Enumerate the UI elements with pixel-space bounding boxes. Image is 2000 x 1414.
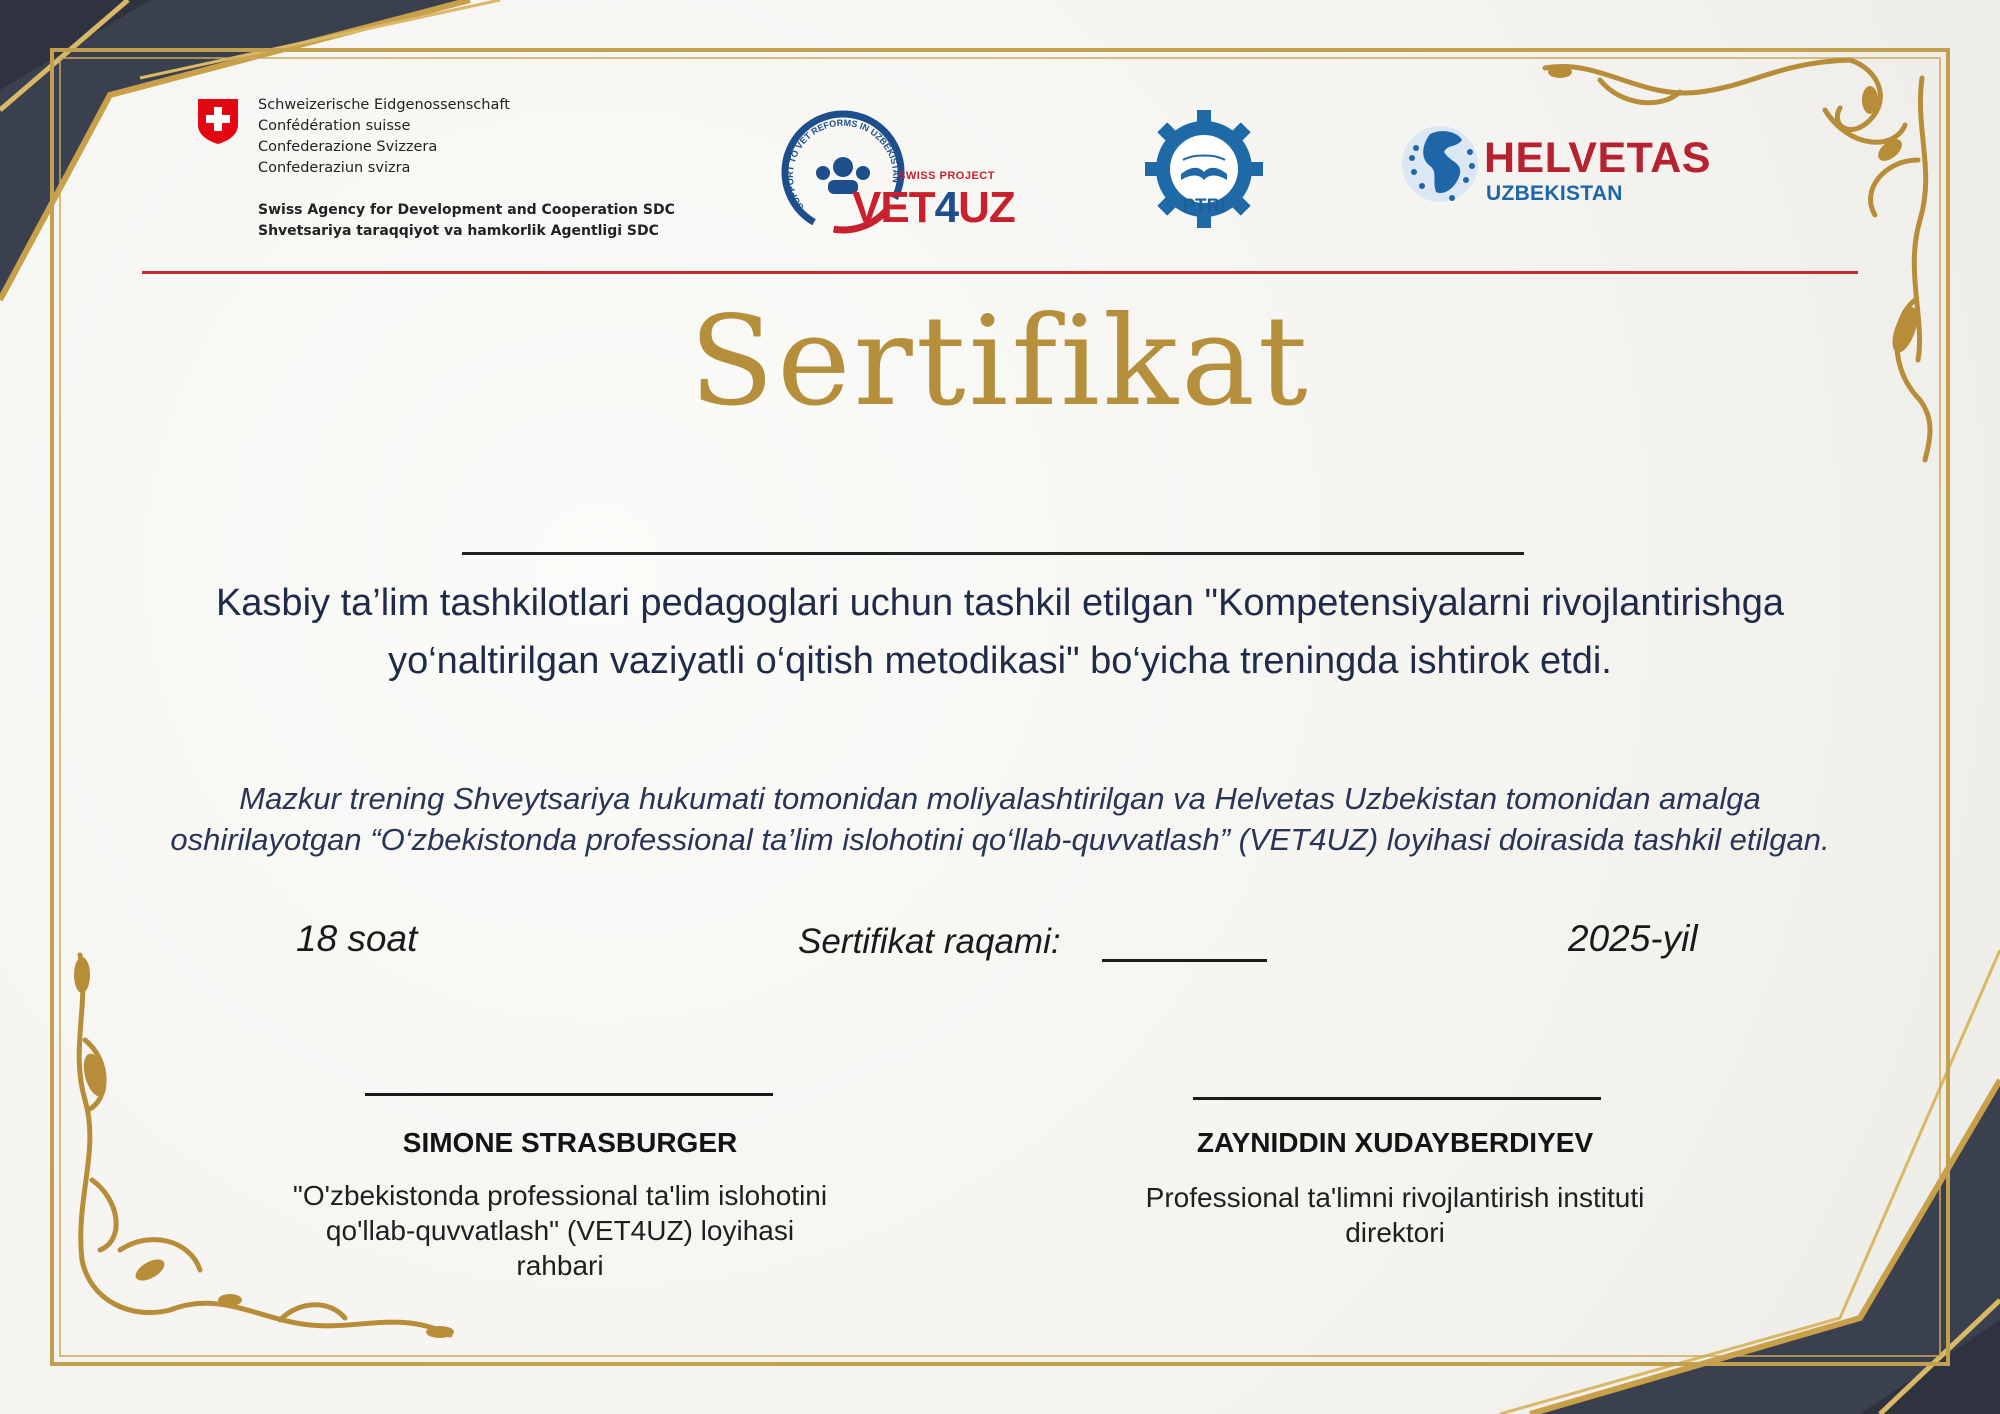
swiss-flag-icon <box>196 97 240 145</box>
ptri-logo <box>1143 108 1265 233</box>
certificate-year: 2025-yil <box>1568 918 1698 959</box>
globe-icon <box>1400 118 1482 210</box>
swiss-name-de: Schweizerische Eidgenossenschaft <box>258 97 510 113</box>
swiss-name-it: Confederazione Svizzera <box>258 139 438 155</box>
vet4uz-project-label: SWISS PROJECT <box>898 170 995 182</box>
signatory-left-role: "O'zbekistonda professional ta'lim islohotini qo'llab-quvvatlash" (VET4UZ) loyihasi rahbari <box>292 1180 828 1281</box>
ptri-label: PTRI <box>1182 196 1226 217</box>
swiss-name-fr: Confédération suisse <box>258 118 411 134</box>
signature-line-right <box>1193 1097 1601 1100</box>
helvetas-logo <box>1400 118 1740 218</box>
helvetas-title: HELVETAS <box>1484 134 1711 182</box>
funding-note: Mazkur trening Shveytsariya hukumati tomonidan moliyalashtirilgan va Helvetas Uzbekistan tomonidan amalga oshirilayotgan “O‘zbekistonda professional ta’lim islohotini qo‘llab-quvvatlash” (VET4UZ) loyihasi doirasida tashkil etilgan. <box>170 781 1830 857</box>
certificate-description: Kasbiy ta’lim tashkilotlari pedagoglari uchun tashkil etilgan "Kompetensiyalarni rivojlantirishga yo‘naltirilgan vaziyatli o‘qitish metodikasi" bo‘yicha treningda ishtirok etdi. <box>215 582 1785 682</box>
helvetas-subtitle: UZBEKISTAN <box>1486 182 1623 205</box>
swiss-name-rm: Confederaziun svizra <box>258 160 411 176</box>
vet4uz-logo <box>778 107 1028 237</box>
vet4uz-wordmark: VET4UZ <box>852 183 1015 232</box>
certificate-number-line <box>1102 959 1267 962</box>
gold-border-outer <box>52 50 1948 1364</box>
signatory-right-name: ZAYNIDDIN XUDAYBERDIYEV <box>1196 1127 1594 1158</box>
certificate-title: Sertifikat <box>689 290 1311 434</box>
sdc-name-en: Swiss Agency for Development and Cooperation SDC <box>258 202 675 218</box>
certificate-number-label: Sertifikat raqami: <box>798 922 1061 961</box>
sdc-name-uz: Shvetsariya taraqqiyot va hamkorlik Agentligi SDC <box>258 223 659 239</box>
signatory-left-name: SIMONE STRASBURGER <box>402 1127 738 1158</box>
swiss-sdc-logo <box>196 95 676 245</box>
training-hours: 18 soat <box>296 918 418 959</box>
recipient-name-line <box>462 552 1524 555</box>
vet4uz-ring-text: SUPPORT TO VET REFORMS IN UZBEKISTAN <box>784 117 902 212</box>
signature-line-left <box>365 1093 773 1096</box>
signatory-right-role: Professional ta'limni rivojlantirish instituti direktori <box>1145 1182 1645 1248</box>
gold-border-inner <box>60 58 1940 1356</box>
header-divider <box>142 271 1858 274</box>
